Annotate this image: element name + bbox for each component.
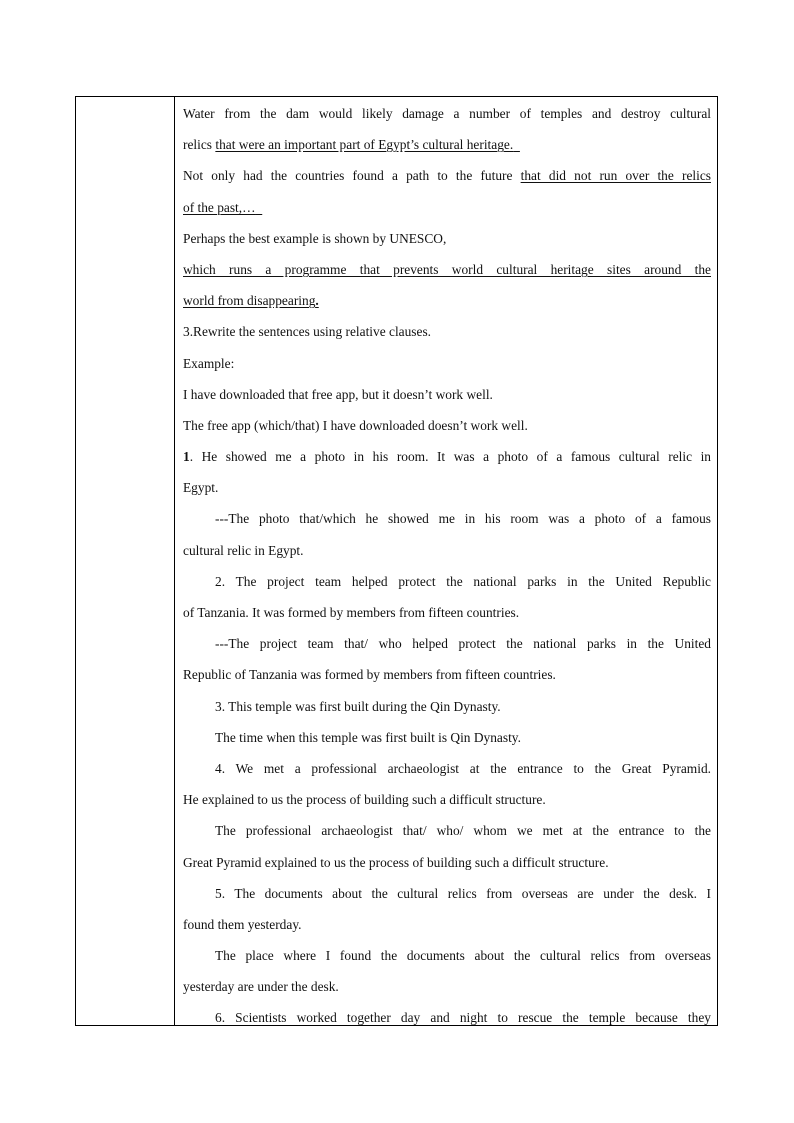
section-heading: 3.Rewrite the sentences using relative clauses. xyxy=(183,324,432,340)
text-line xyxy=(183,441,711,472)
underlined-clause: which runs a programme that prevents world cultural heritage sites around the xyxy=(183,261,711,277)
period-mark: . xyxy=(315,293,319,309)
text-span: Not only had the countries found a path to the future xyxy=(183,168,521,184)
text-line: He explained to us the process of building such a difficult structure. xyxy=(183,792,546,808)
text-line: The time when this temple was first built is Qin Dynasty. xyxy=(215,729,521,745)
underlined-clause: that were an important part of Egypt’s cultural heritage. xyxy=(215,137,514,153)
text-line: Republic of Tanzania was formed by members from fifteen countries. xyxy=(183,667,556,683)
text-line: The free app (which/that) I have downloaded doesn’t work well. xyxy=(183,417,528,433)
text-line: 5. The documents about the cultural relics from overseas are under the desk. I xyxy=(215,885,711,901)
underline-tail xyxy=(513,137,520,152)
document-table xyxy=(75,96,718,1026)
underlined-clause: that did not run over the relics xyxy=(520,168,711,184)
text-span: . He showed me a photo in his room. It was a photo of a famous cultural relic in xyxy=(189,449,711,465)
text-line: Egypt. xyxy=(183,480,219,496)
text-line: ---The photo that/which he showed me in his room was a photo of a famous xyxy=(215,511,711,527)
text-line xyxy=(183,129,711,160)
text-line: Water from the dam would likely damage a number of temples and destroy cultural xyxy=(183,106,711,121)
underlined-clause: of the past,… xyxy=(183,199,256,215)
text-line xyxy=(183,160,711,191)
text-line: cultural relic in Egypt. xyxy=(183,542,304,558)
text-line: Example: xyxy=(183,355,235,371)
text-line: yesterday are under the desk. xyxy=(183,979,339,995)
text-line: I have downloaded that free app, but it doesn’t work well. xyxy=(183,386,493,402)
column-divider xyxy=(174,97,175,1025)
text-line xyxy=(183,285,711,316)
underlined-clause: world from disappearing xyxy=(183,293,316,309)
text-span: relics xyxy=(183,137,216,153)
text-line: Great Pyramid explained to us the process of building such a difficult structure. xyxy=(183,854,609,870)
text-line: The professional archaeologist that/ who/ whom we met at the entrance to the xyxy=(215,823,711,839)
item-number: 1 xyxy=(183,449,190,465)
text-line: The place where I found the documents about the cultural relics from overseas xyxy=(215,948,711,964)
text-line: 6. Scientists worked together day and night to rescue the temple because they xyxy=(215,1010,711,1026)
underline-tail xyxy=(256,200,263,215)
text-line: found them yesterday. xyxy=(183,916,302,932)
text-line: ---The project team that/ who helped protect the national parks in the United xyxy=(215,636,711,652)
text-line: 4. We met a professional archaeologist at the entrance to the Great Pyramid. xyxy=(215,760,711,776)
text-line: 2. The project team helped protect the national parks in the United Republic xyxy=(215,573,711,589)
content-cell xyxy=(183,98,711,1026)
text-line: of Tanzania. It was formed by members from fifteen countries. xyxy=(183,605,520,620)
text-line xyxy=(183,192,711,223)
text-line: Perhaps the best example is shown by UNESCO, xyxy=(183,230,447,246)
text-line: 3. This temple was first built during the Qin Dynasty. xyxy=(215,698,501,714)
